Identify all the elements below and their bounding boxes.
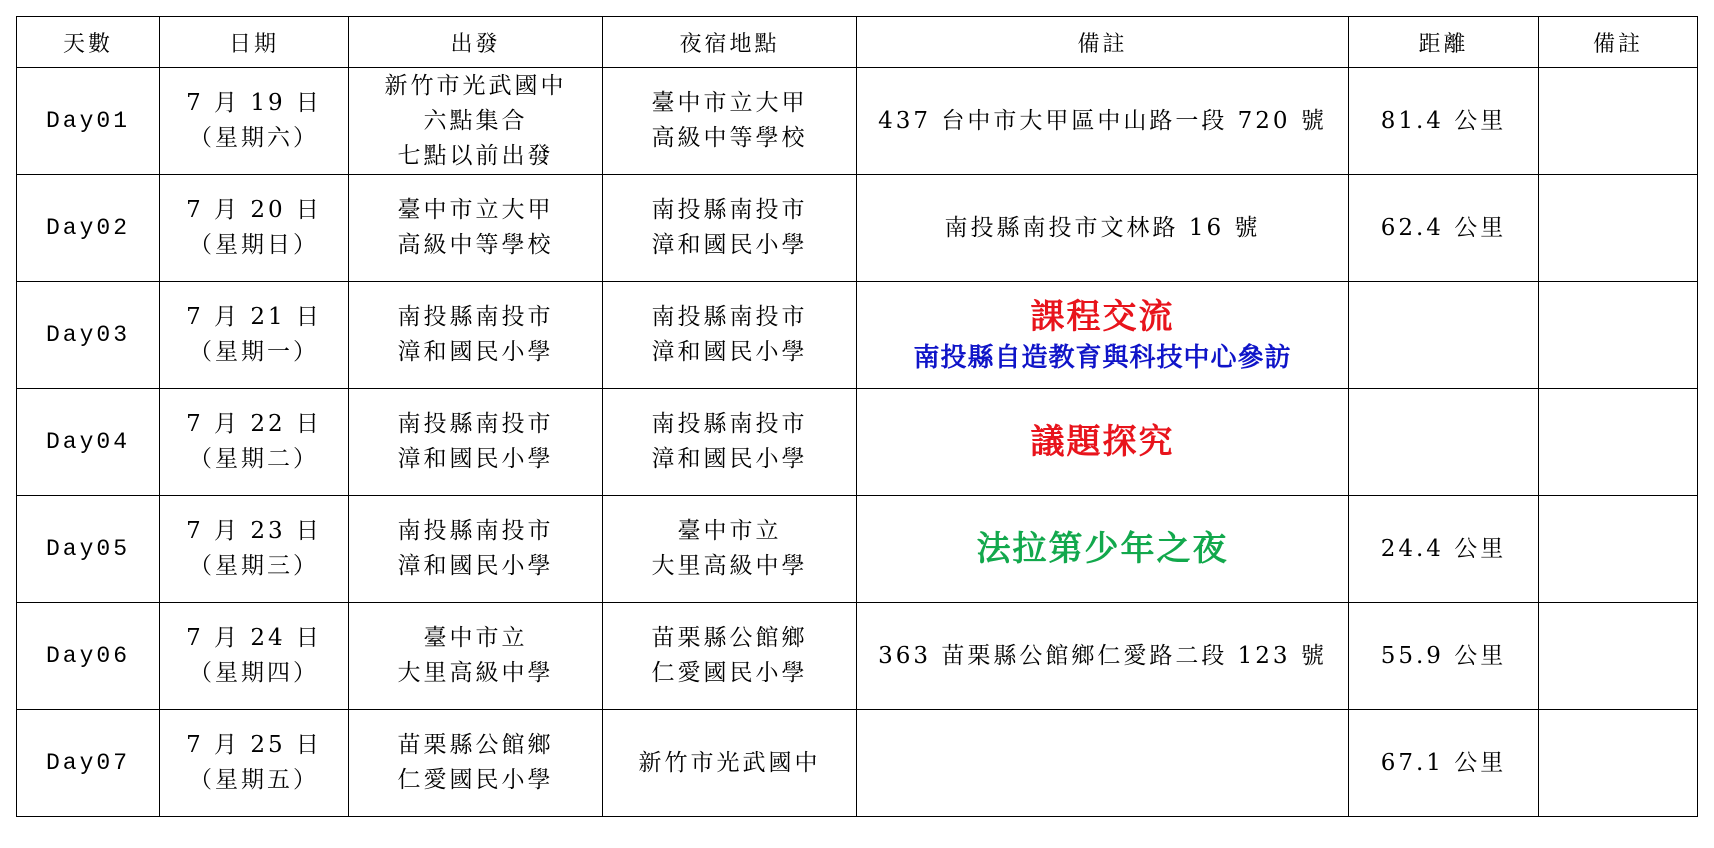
overnight-cell (603, 603, 857, 710)
table-row (17, 389, 1698, 496)
faraday-night-highlight: 法拉第少年之夜 (976, 529, 1229, 569)
overnight-line: 南投縣南投市 (651, 304, 808, 330)
date-line: 7 月 24 日 (186, 625, 322, 651)
day-cell: Day04 (17, 389, 160, 496)
departure-line: 新竹市光武國中 (384, 72, 567, 99)
center-visit-highlight: 南投縣自造教育與科技中心參訪 (913, 343, 1292, 373)
departure-cell (349, 496, 603, 603)
itinerary-table (16, 16, 1698, 817)
distance-cell: 55.9 公里 (1349, 603, 1539, 710)
overnight-line: 臺中市立 (677, 518, 782, 544)
header-row (17, 17, 1698, 68)
distance-cell: 24.4 公里 (1349, 496, 1539, 603)
overnight-line: 南投縣南投市 (651, 197, 808, 223)
date-line: 7 月 19 日 (186, 90, 322, 116)
departure-cell (349, 68, 603, 175)
header-departure: 出發 (349, 17, 603, 68)
distance-cell: 62.4 公里 (1349, 175, 1539, 282)
course-exchange-highlight: 課程交流 (1030, 297, 1175, 337)
header-note: 備註 (857, 17, 1349, 68)
day-cell: Day03 (17, 282, 160, 389)
departure-line: 大里高級中學 (397, 660, 554, 686)
departure-line: 臺中市立大甲 (397, 197, 554, 223)
distance-cell (1349, 282, 1539, 389)
overnight-cell (603, 389, 857, 496)
overnight-line: 苗栗縣公館鄉 (651, 625, 808, 651)
header-distance: 距離 (1349, 17, 1539, 68)
departure-line: 高級中等學校 (397, 232, 554, 258)
departure-line: 苗栗縣公館鄉 (397, 732, 554, 758)
overnight-line: 南投縣南投市 (651, 411, 808, 437)
date-cell (160, 603, 349, 710)
header-day-count: 天數 (17, 17, 160, 68)
note-cell (857, 603, 1349, 710)
table-row (17, 603, 1698, 710)
weekday-line: （星期四） (189, 660, 319, 686)
note-cell (857, 710, 1349, 817)
distance-cell (1349, 389, 1539, 496)
date-cell (160, 710, 349, 817)
overnight-line: 大里高級中學 (651, 553, 808, 579)
departure-cell (349, 389, 603, 496)
weekday-line: （星期日） (189, 232, 319, 258)
departure-cell (349, 603, 603, 710)
note-cell (857, 175, 1349, 282)
overnight-cell (603, 175, 857, 282)
note2-cell (1539, 710, 1698, 817)
departure-cell (349, 282, 603, 389)
departure-line: 仁愛國民小學 (397, 767, 554, 793)
weekday-line: （星期三） (189, 553, 319, 579)
note-cell (857, 496, 1349, 603)
note-cell (857, 282, 1349, 389)
overnight-cell (603, 68, 857, 175)
overnight-cell (603, 496, 857, 603)
departure-line: 南投縣南投市 (397, 518, 554, 544)
table-row (17, 175, 1698, 282)
date-line: 7 月 22 日 (186, 411, 322, 437)
weekday-line: （星期五） (189, 767, 319, 793)
date-cell (160, 282, 349, 389)
date-cell (160, 496, 349, 603)
header-note-2: 備註 (1539, 17, 1698, 68)
day-cell: Day06 (17, 603, 160, 710)
day-cell: Day05 (17, 496, 160, 603)
note2-cell (1539, 68, 1698, 175)
note2-cell (1539, 496, 1698, 603)
note2-cell (1539, 175, 1698, 282)
header-overnight-location: 夜宿地點 (603, 17, 857, 68)
departure-line: 六點集合 (423, 107, 528, 134)
header-date: 日期 (160, 17, 349, 68)
overnight-line: 漳和國民小學 (651, 232, 808, 258)
overnight-line: 新竹市光武國中 (638, 749, 821, 776)
weekday-line: （星期二） (189, 446, 319, 472)
date-line: 7 月 23 日 (186, 518, 322, 544)
overnight-line: 漳和國民小學 (651, 339, 808, 365)
departure-line: 漳和國民小學 (397, 553, 554, 579)
day-cell: Day07 (17, 710, 160, 817)
date-line: 7 月 25 日 (186, 732, 322, 758)
table-row (17, 710, 1698, 817)
date-line: 7 月 21 日 (186, 304, 322, 330)
overnight-line: 漳和國民小學 (651, 446, 808, 472)
overnight-line: 仁愛國民小學 (651, 660, 808, 686)
overnight-line: 臺中市立大甲 (651, 90, 808, 116)
overnight-cell (603, 282, 857, 389)
note-cell (857, 68, 1349, 175)
note2-cell (1539, 282, 1698, 389)
note-text: 南投縣南投市文林路 16 號 (944, 214, 1261, 241)
note-text: 363 苗栗縣公館鄉仁愛路二段 123 號 (878, 642, 1327, 669)
table-row (17, 496, 1698, 603)
date-cell (160, 389, 349, 496)
table-row (17, 282, 1698, 389)
date-cell (160, 175, 349, 282)
departure-cell (349, 710, 603, 817)
departure-cell (349, 175, 603, 282)
weekday-line: （星期一） (189, 339, 319, 365)
note2-cell (1539, 603, 1698, 710)
departure-line: 漳和國民小學 (397, 446, 554, 472)
departure-line: 南投縣南投市 (397, 411, 554, 437)
day-cell: Day02 (17, 175, 160, 282)
departure-line: 漳和國民小學 (397, 339, 554, 365)
departure-line: 南投縣南投市 (397, 304, 554, 330)
issue-inquiry-highlight: 議題探究 (1030, 422, 1175, 462)
departure-line: 七點以前出發 (397, 142, 554, 169)
date-cell (160, 68, 349, 175)
note2-cell (1539, 389, 1698, 496)
note-cell (857, 389, 1349, 496)
overnight-line: 高級中等學校 (651, 125, 808, 151)
departure-line: 臺中市立 (423, 625, 528, 651)
distance-cell: 67.1 公里 (1349, 710, 1539, 817)
weekday-line: （星期六） (189, 125, 319, 151)
note-text: 437 台中市大甲區中山路一段 720 號 (878, 107, 1327, 134)
distance-cell: 81.4 公里 (1349, 68, 1539, 175)
day-cell: Day01 (17, 68, 160, 175)
date-line: 7 月 20 日 (186, 197, 322, 223)
overnight-cell (603, 710, 857, 817)
table-row (17, 68, 1698, 175)
